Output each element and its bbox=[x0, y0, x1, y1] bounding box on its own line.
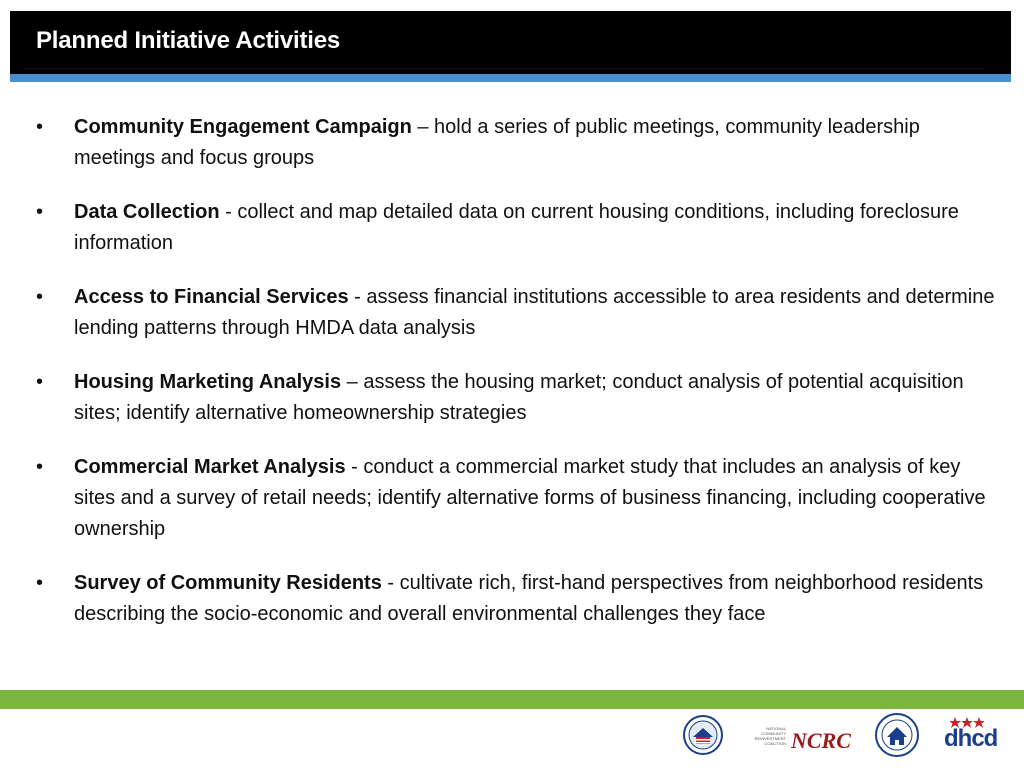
footer-logos bbox=[0, 709, 1024, 768]
seal-logo bbox=[683, 715, 723, 755]
bullet-list bbox=[36, 112, 996, 653]
bullet-text: - assess financial institutions accessible to area residents and determine lending patterns through HMDA data analysis bbox=[74, 286, 995, 339]
bullet-text: - conduct a commercial market study that includes an analysis of key sites and a survey of retail needs; identify alternative forms of business financing, including cooperative ownership bbox=[74, 456, 986, 540]
bullet-item bbox=[36, 367, 996, 429]
bullet-item bbox=[36, 452, 996, 545]
bullet-title: Data Collection bbox=[74, 201, 220, 223]
hud-seal-logo bbox=[875, 713, 919, 757]
bullet-item bbox=[36, 112, 996, 174]
bullet-icon: • bbox=[36, 572, 44, 594]
bullet-text: – hold a series of public meetings, community leadership meetings and focus groups bbox=[74, 116, 920, 169]
bullet-title: Survey of Community Residents bbox=[74, 572, 382, 594]
dhcd-logo: dhcd bbox=[944, 725, 998, 752]
title-bar bbox=[10, 11, 1011, 74]
bullet-icon: • bbox=[36, 371, 44, 393]
bullet-icon: • bbox=[36, 456, 44, 478]
bullet-item bbox=[36, 282, 996, 344]
bullet-title: Commercial Market Analysis bbox=[74, 456, 346, 478]
bullet-text: - cultivate rich, first-hand perspectives from neighborhood residents describing the socio-economic and overall environmental challenges they face bbox=[74, 572, 984, 625]
bullet-icon: • bbox=[36, 201, 44, 223]
bullet-text: – assess the housing market; conduct analysis of potential acquisition sites; identify alternative homeownership strategies bbox=[74, 371, 964, 424]
bullet-title: Access to Financial Services bbox=[74, 286, 349, 308]
bullet-icon: • bbox=[36, 286, 44, 308]
ncrc-logo-small-text: NATIONAL COMMUNITY REINVESTMENT COALITION bbox=[754, 726, 786, 746]
bullet-icon: • bbox=[36, 116, 44, 138]
bullet-text: - collect and map detailed data on current housing conditions, including foreclosure information bbox=[74, 201, 959, 254]
green-footer-bar bbox=[0, 690, 1024, 709]
blue-divider bbox=[10, 74, 1011, 82]
bullet-title: Community Engagement Campaign bbox=[74, 116, 412, 138]
slide-title: Planned Initiative Activities bbox=[36, 27, 341, 54]
bullet-title: Housing Marketing Analysis bbox=[74, 371, 342, 393]
ncrc-logo: NCRC bbox=[791, 728, 851, 753]
bullet-item bbox=[36, 568, 996, 630]
bullet-item bbox=[36, 197, 996, 259]
